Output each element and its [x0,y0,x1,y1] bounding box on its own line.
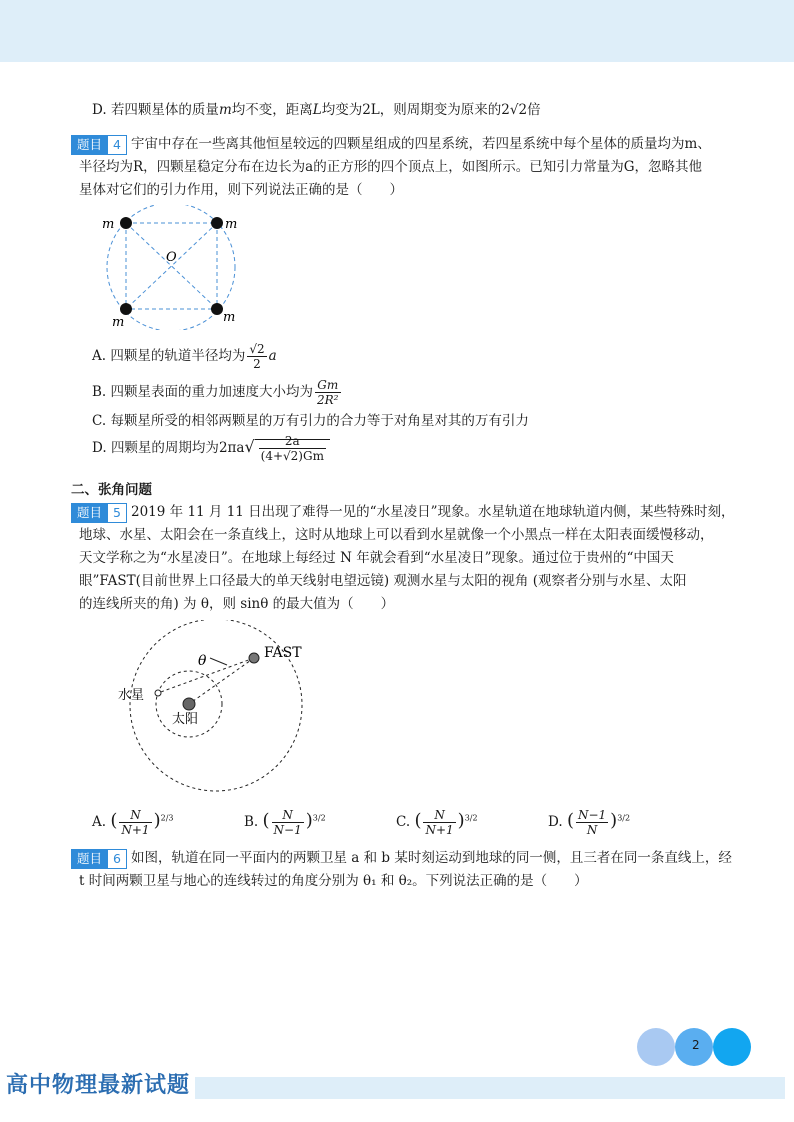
fast-marker [249,653,259,663]
mass-label-tl: m [102,217,115,232]
footer-band [195,1077,785,1099]
q4-line-3: 星体对它们的引力作用，则下列说法正确的是（ ） [79,182,403,198]
sun-marker [183,698,195,710]
q5-line-4: 眼”FAST(目前世界上口径最大的单天线射电望远镜) 观测水星与太阳的视角 (观察者分别与水星、太阳 [79,573,687,589]
mass-label-bl: m [112,315,125,330]
q6-line-2: t 时间两颗卫星与地心的连线转过的角度分别为 θ₁ 和 θ₂。下列说法正确的是（ ） [79,873,588,889]
q4-line-2: 半径均为R，四颗星稳定分布在边长为a的正方形的四个顶点上，如图所示。已知引力常量为G，忽略其他 [79,159,702,175]
q5-line-3: 天文学称之为“水星凌日”。在地球上每经过 N 年就会看到“水星凌日”现象。通过位于贵州的“中国天 [79,550,674,566]
fast-label: FAST [264,645,302,661]
mass-label-tr: m [225,217,238,232]
q5-option-c: C. ( $\frac{N}{N+1}$ )$^{3/2}$ [396,808,478,837]
four-star-diagram [96,205,256,330]
q5-line-2: 地球、水星、太阳会在一条直线上，这时从地球上可以看到水星就像一个小黑点一样在太阳表面缓慢移动， [79,527,714,543]
q4-option-b: B. 四颗星表面的重力加速度大小均为 $\frac{Gm}{\text{2R²}}$ [92,378,339,407]
page-circle-1 [637,1028,675,1066]
sun-label: 太阳 [172,712,199,727]
brand-logo-text: 高中物理最新试题 [6,1073,191,1098]
q4-option-d: D. 四颗星的周期均为2πa√ $\frac{2a}{(4+√2)Gm}$ [92,434,330,463]
page-number: 2 [692,1038,700,1052]
theta-marker [210,658,227,665]
mercury-transit-diagram [100,620,320,795]
page-circle-3 [713,1028,751,1066]
q5-line-5: 的连线所夹的角) 为 θ，则 sinθ 的最大值为（ ） [79,596,395,612]
q5-line-1: 2019 年 11 月 11 日出现了难得一见的“水星凌日”现象。水星轨道在地球轨道内侧，某些特殊时刻， [131,504,735,520]
q4-option-a: A. 四颗星的轨道半径均为 $\frac{√2}{2}$ a [92,342,277,371]
header-band [0,0,794,62]
q6-line-1: 如图，轨道在同一平面内的两颗卫星 a 和 b 某时刻运动到地球的同一侧，且三者在同一条直线上，经 [131,850,732,866]
star-top-right [211,217,223,229]
q5-option-d: D. ( $\frac{N-1}{N}$ )$^{3/2}$ [548,808,631,837]
mercury-marker [155,690,161,696]
star-top-left [120,217,132,229]
question-badge-5: 题目 5 [71,503,127,521]
question-badge-4: 题目 4 [71,135,127,153]
section-title: 二、张角问题 [71,482,152,498]
q3-option-d: D. 若四颗星体的质量m均不变，距离L均变为2L，则周期变为原来的2√2倍 [92,102,541,118]
star-bottom-right [211,303,223,315]
star-bottom-left [120,303,132,315]
question-badge-6: 题目 6 [71,849,127,867]
mercury-label: 水星 [118,688,145,703]
q5-option-a: A. ( $\frac{N}{N+1}$ )$^{2/3}$ [92,808,174,837]
center-label: O [166,250,177,265]
mass-label-br: m [223,310,236,325]
q4-option-c: C. 每颗星所受的相邻两颗星的万有引力的合力等于对角星对其的万有引力 [92,413,529,429]
q5-option-b: B. ( $\frac{N}{N-1}$ )$^{3/2}$ [244,808,326,837]
q4-line-1: 宇宙中存在一些离其他恒星较远的四颗星组成的四星系统，若四星系统中每个星体的质量均为m、 [131,136,711,152]
theta-label: θ [198,653,207,669]
